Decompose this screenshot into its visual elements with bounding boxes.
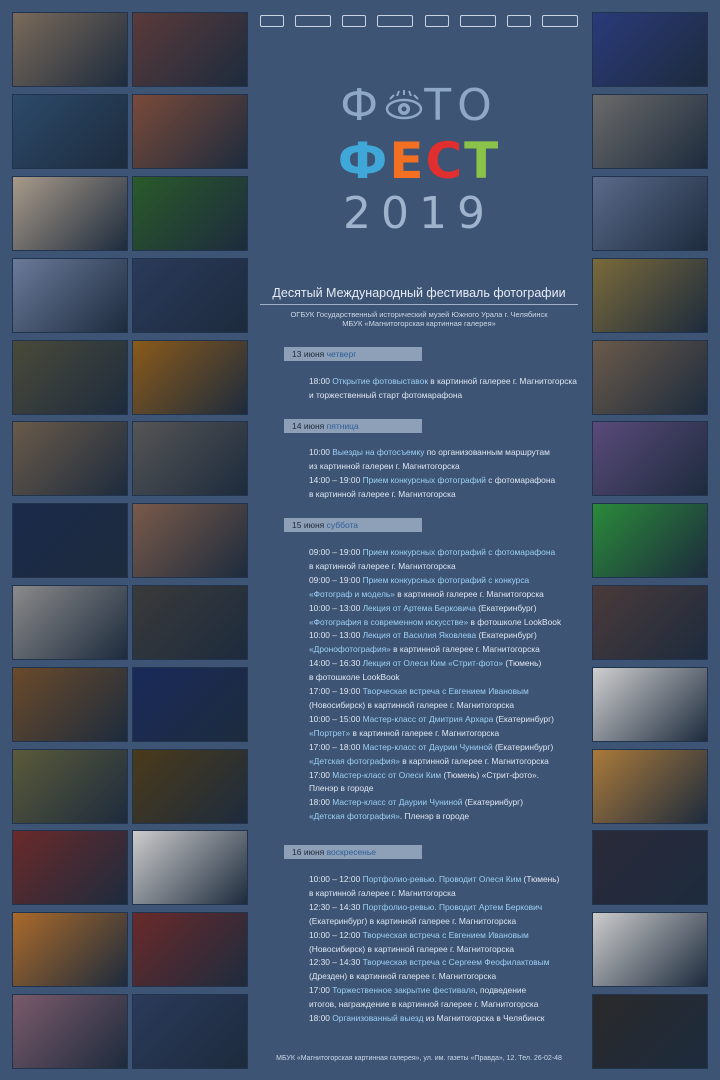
photo-thumbnail — [592, 585, 708, 660]
partner-logo — [295, 15, 331, 27]
event-title: Лекция от Олеси Ким «Стрит-фото» — [362, 658, 504, 669]
logo-letter: Ф — [337, 132, 390, 190]
event-line — [309, 998, 589, 1012]
event-detail: по организованным маршрутам — [424, 447, 550, 457]
event-detail: . Пленэр в городе — [399, 811, 469, 822]
photo-thumbnail — [592, 830, 708, 905]
event-time: 17:00 — [309, 985, 330, 996]
event-title: Мастер-класс от Даурии Чуниной — [362, 741, 493, 752]
photo-thumbnail — [12, 994, 128, 1069]
event-detail: в картинной галерее г. Магнитогорска — [309, 887, 456, 898]
event-line — [309, 657, 589, 671]
event-detail: с фотомарафона — [485, 474, 556, 485]
day-events — [309, 873, 589, 1026]
photo-thumbnail — [12, 503, 128, 578]
event-time: 12:30 – 14:30 — [309, 901, 361, 912]
event-line — [309, 970, 589, 984]
event-time: 10:00 – 13:00 — [309, 602, 361, 613]
photo-thumbnail — [592, 667, 708, 742]
event-title: Мастер-класс от Олеси Ким — [332, 769, 442, 780]
photo-thumbnail — [132, 830, 248, 905]
event-time: 09:00 – 19:00 — [309, 574, 361, 585]
event-line — [309, 588, 589, 602]
event-line — [309, 460, 589, 474]
event-line — [309, 956, 589, 970]
event-time: 18:00 — [309, 376, 330, 386]
event-detail: (Екатеринбург) в картинной галерее г. Магнитогорска — [309, 915, 517, 926]
partner-logo — [460, 15, 496, 27]
photo-thumbnail — [132, 749, 248, 824]
event-line — [309, 984, 589, 998]
logo-fest — [250, 132, 588, 190]
event-line — [309, 643, 589, 657]
event-title: Организованный выезд — [332, 1013, 424, 1024]
event-detail: в картинной галерее г. Магнитогорска — [390, 644, 540, 655]
event-title: Лекция от Василия Яковлева — [362, 630, 477, 641]
event-detail: (Тюмень) — [503, 658, 542, 669]
footer: МБУК «Магнитогорская картинная галерея», ул. им. газеты «Правда», 12. Тел. 26-02-48 — [276, 1055, 562, 1062]
photo-thumbnail — [132, 12, 248, 87]
event-title: Торжественное закрытие фестиваля — [332, 985, 476, 996]
photo-thumbnail — [132, 340, 248, 415]
organizer-line: МБУК «Магнитогорская картинная галерея» — [342, 319, 496, 328]
event-line — [309, 901, 589, 915]
photo-thumbnail — [592, 749, 708, 824]
event-line — [309, 616, 589, 630]
photo-thumbnail — [132, 94, 248, 169]
event-line — [309, 699, 589, 713]
event-time: 09:00 – 19:00 — [309, 547, 361, 557]
event-line — [309, 375, 589, 389]
event-time: 10:00 – 15:00 — [309, 713, 361, 724]
event-detail: итогов, награждение в картинной галерее г. Магнитогорска — [309, 999, 539, 1010]
event-title: Творческая встреча с Сергеем Феофилактовым — [362, 957, 550, 968]
logo-letter: Е — [389, 132, 426, 190]
event-time: 10:00 – 12:00 — [309, 874, 361, 884]
photo-thumbnail — [592, 258, 708, 333]
photo-thumbnail — [132, 421, 248, 496]
logo-letter: С — [425, 132, 465, 190]
photo-thumbnail — [592, 912, 708, 987]
event-title: Творческая встреча с Евгением Ивановым — [362, 929, 529, 940]
event-detail: в картинной галерее г. Магнитогорска — [394, 588, 544, 599]
event-line — [309, 671, 589, 685]
event-line — [309, 685, 589, 699]
event-time: 10:00 – 13:00 — [309, 630, 361, 641]
logo-letter: ТО — [424, 80, 498, 131]
event-title: Открытие фотовыставок — [332, 376, 428, 386]
day-date: 13 июня — [292, 349, 325, 359]
event-title: Мастер-класс от Дмитрия Архара — [362, 713, 494, 724]
photo-thumbnail — [132, 503, 248, 578]
photo-thumbnail — [12, 176, 128, 251]
photo-thumbnail — [132, 585, 248, 660]
partner-logo — [425, 15, 449, 27]
event-detail: Пленэр в городе — [309, 783, 374, 794]
event-time: 17:00 — [309, 769, 330, 780]
event-line — [309, 782, 589, 796]
photo-thumbnail — [592, 340, 708, 415]
logo-year: 2019 — [343, 188, 495, 239]
photo-thumbnail — [12, 585, 128, 660]
event-title: Выезды на фотосъемку — [332, 447, 425, 457]
eye-icon — [384, 89, 424, 127]
event-detail: в картинной галерее г. Магнитогорска — [309, 560, 456, 571]
partner-logos — [260, 12, 578, 30]
event-title: «Детская фотография» — [309, 755, 400, 766]
event-time: 10:00 – 12:00 — [309, 929, 361, 940]
event-line — [309, 546, 589, 560]
event-line — [309, 488, 589, 502]
photo-thumbnail — [12, 912, 128, 987]
organizers — [260, 310, 578, 328]
event-line — [309, 769, 589, 783]
event-detail: в картинной галерее г. Магнитогорска — [427, 376, 577, 386]
event-title: Мастер-класс от Даурии Чуниной — [332, 797, 463, 808]
event-title: «Фотограф и модель» — [309, 588, 395, 599]
partner-logo — [377, 15, 413, 27]
photo-thumbnail — [592, 421, 708, 496]
event-detail: в фотошколе LookBook — [468, 616, 562, 627]
photo-thumbnail — [12, 667, 128, 742]
event-line — [309, 943, 589, 957]
event-line — [309, 446, 589, 460]
event-time: 17:00 – 19:00 — [309, 686, 361, 697]
event-line — [309, 629, 589, 643]
photo-thumbnail — [12, 94, 128, 169]
photo-thumbnail — [132, 667, 248, 742]
event-detail: (Тюмень) «Стрит-фото». — [441, 769, 539, 780]
event-detail: (Тюмень) — [521, 874, 560, 884]
event-detail: из картинной галереи г. Магнитогорска — [309, 460, 460, 471]
day-weekday: четверг — [326, 349, 357, 359]
event-line — [309, 389, 589, 403]
photo-thumbnail — [132, 258, 248, 333]
event-line — [309, 727, 589, 741]
event-title: Творческая встреча с Евгением Ивановым — [362, 686, 529, 697]
event-detail: (Новосибирск) в картинной галерее г. Магнитогорска — [309, 943, 515, 954]
festival-title: Десятый Международный фестиваль фотографии — [260, 286, 578, 305]
event-detail: (Екатеринбург) — [493, 713, 554, 724]
event-detail: и торжественный старт фотомарафона — [309, 389, 463, 400]
event-line — [309, 929, 589, 943]
event-time: 12:30 – 14:30 — [309, 957, 361, 968]
event-detail: , подведение — [475, 985, 527, 996]
event-detail: в картинной галерее г. Магнитогорска — [350, 727, 500, 738]
partner-logo — [507, 15, 531, 27]
photo-thumbnail — [12, 340, 128, 415]
event-time: 18:00 — [309, 1013, 330, 1024]
event-line — [309, 810, 589, 824]
event-detail: (Екатеринбург) — [475, 602, 537, 613]
event-title: «Портрет» — [309, 727, 351, 738]
event-time: 18:00 — [309, 797, 330, 808]
event-detail: (Дрезден) в картинной галерее г. Магнитогорска — [309, 971, 497, 982]
photo-thumbnail — [592, 994, 708, 1069]
event-line — [309, 602, 589, 616]
day-date: 14 июня — [292, 421, 325, 431]
event-detail: (Екатеринбург) — [476, 630, 537, 641]
photo-thumbnail — [12, 12, 128, 87]
partner-logo — [342, 15, 366, 27]
event-title: Прием конкурсных фотографий — [362, 474, 486, 485]
event-line — [309, 741, 589, 755]
event-title: «Фотография в современном искусстве» — [309, 616, 469, 627]
photo-thumbnail — [132, 912, 248, 987]
program-panel — [250, 0, 588, 1080]
photo-thumbnail — [12, 830, 128, 905]
event-line — [309, 474, 589, 488]
event-line — [309, 1012, 589, 1026]
event-line — [309, 873, 589, 887]
event-time: 10:00 — [309, 447, 330, 457]
event-line — [309, 887, 589, 901]
event-detail: (Новосибирск) в картинной галерее г. Магнитогорска — [309, 699, 515, 710]
event-line — [309, 915, 589, 929]
event-title: Лекция от Артема Берковича — [362, 602, 476, 613]
event-detail: в картинной галерее г. Магнитогорска — [399, 755, 549, 766]
event-detail: из Магнитогорска в Челябинск — [423, 1013, 545, 1024]
day-weekday: суббота — [326, 520, 359, 530]
photo-thumbnail — [12, 421, 128, 496]
event-detail: (Екатеринбург) — [492, 741, 554, 752]
day-events — [309, 375, 589, 403]
day-weekday: воскресенье — [326, 847, 377, 857]
day-date: 15 июня — [292, 520, 325, 530]
day-weekday: пятница — [326, 421, 359, 431]
photo-thumbnail — [592, 503, 708, 578]
partner-logo — [260, 15, 284, 27]
photo-thumbnail — [592, 12, 708, 87]
event-title: «Детская фотография» — [309, 811, 400, 822]
event-line — [309, 560, 589, 574]
event-title: Прием конкурсных фотографий с конкурса — [362, 574, 530, 585]
photo-thumbnail — [132, 994, 248, 1069]
photo-thumbnail — [592, 94, 708, 169]
event-detail: в картинной галерее г. Магнитогорска — [309, 488, 456, 499]
event-title: Портфолио-ревью. Проводит Олеся Ким — [362, 874, 522, 884]
event-title: Портфолио-ревью. Проводит Артем Беркович — [362, 901, 543, 912]
event-line — [309, 574, 589, 588]
day-header — [284, 518, 422, 532]
day-header — [284, 845, 422, 859]
event-line — [309, 755, 589, 769]
photo-thumbnail — [132, 176, 248, 251]
photo-thumbnail — [592, 176, 708, 251]
day-header — [284, 347, 422, 361]
partner-logo — [542, 15, 578, 27]
event-time: 14:00 – 19:00 — [309, 474, 361, 485]
event-time: 17:00 – 18:00 — [309, 741, 361, 752]
event-detail: (Екатеринбург) — [462, 797, 523, 808]
day-header — [284, 419, 422, 433]
event-time: 14:00 – 16:30 — [309, 658, 361, 669]
event-line — [309, 796, 589, 810]
logo-letter: Ф — [340, 80, 385, 131]
day-events — [309, 546, 589, 824]
photo-thumbnail — [12, 258, 128, 333]
day-date: 16 июня — [292, 847, 325, 857]
event-title: «Дронофотография» — [309, 644, 391, 655]
photo-thumbnail — [12, 749, 128, 824]
day-events — [309, 446, 589, 502]
event-detail: в фотошколе LookBook — [309, 672, 400, 683]
event-line — [309, 713, 589, 727]
logo-letter: Т — [464, 132, 501, 190]
organizer-line: ОГБУК Государственный исторический музей Южного Урала г. Челябинск — [290, 310, 548, 319]
logo-foto — [250, 80, 588, 131]
event-title: Прием конкурсных фотографий с фотомарафона — [362, 547, 556, 557]
